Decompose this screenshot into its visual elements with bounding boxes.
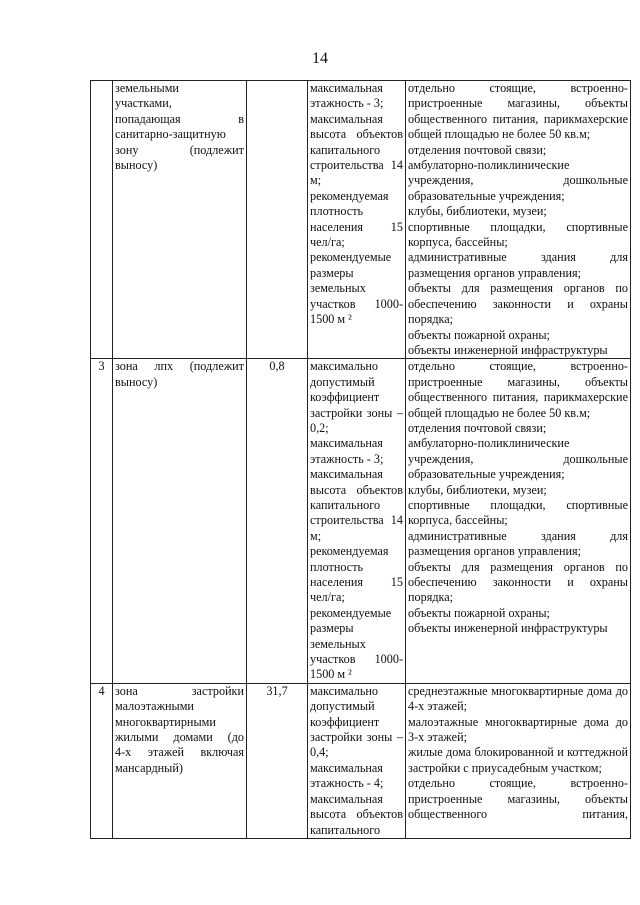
zone-name-line: жилыми домами (до [115,730,244,745]
permitted-use-item: объекты для размещения органов по обеспечению законности и охраны порядка; [408,281,628,327]
row-number-cell [91,81,113,359]
zone-name-line: многоквартирными [115,714,216,729]
parameter-line: размеры [310,621,354,636]
permitted-use-item: административные здания для размещения органов управления; [408,250,628,280]
parameter-line: населения 15 [310,219,403,234]
parameter-line: чел/га; [310,590,345,605]
parameter-line: строительства 14 [310,158,403,173]
parameter-line: коэффициент [310,390,380,405]
permitted-use-item: отделения почтовой связи; [408,420,547,435]
permitted-use-item: отдельно стоящие, встроенно-пристроенные магазины, объекты общественного питания, парикмахерские общей площадью не более 50 кв.м; [408,81,628,142]
permitted-use-item: клубы, библиотеки, музеи; [408,204,547,219]
permitted-use-item: амбулаторно-поликлинические учреждения, дошкольные образовательные учреждения; [408,436,628,482]
parameter-line: максимальная [310,467,383,482]
permitted-use-item: малоэтажные многоквартирные дома до 3-х этажей; [408,714,628,745]
parameter-line: максимальная [310,81,383,95]
permitted-use-item: отдельно стоящие, встроенно-пристроенные магазины, объекты общественного питания, парикмахерские общей площадью не более 50 кв.м; [408,359,628,420]
parameter-line: высота объектов [310,482,403,497]
parameter-line: 0,2; [310,420,329,435]
zone-name-line: малоэтажными [115,699,194,714]
permitted-use-item: отдельно стоящие, встроенно-пристроенные магазины, объекты общественного питания, [408,776,628,822]
zones-table [90,80,631,839]
parameter-line: максимально [310,359,378,374]
permitted-use-item: клубы, библиотеки, музеи; [408,482,547,497]
permitted-uses-cell [406,683,631,838]
zone-name-line: мансардный) [115,760,183,775]
row-number-cell: 4 [91,683,113,838]
permitted-use-item: объекты пожарной охраны; [408,605,550,620]
parameter-line: рекомендуемая [310,544,389,559]
parameter-line: земельных [310,281,366,296]
parameter-line: застройки зоны – [310,730,403,745]
permitted-use-item: спортивные площадки, спортивные корпуса, бассейны; [408,219,628,250]
zone-name-cell [113,683,247,838]
parameter-line: этажность - 3; [310,451,384,466]
permitted-use-item: жилые дома блокированной и коттеджной застройки с приусадебным участком; [408,745,628,775]
permitted-uses-cell [406,81,631,359]
parameter-line: 0,4; [310,745,329,760]
parameter-line: этажность - 3; [310,96,384,111]
permitted-use-item: объекты инженерной инфраструктуры [408,342,608,357]
table-row [91,359,631,684]
permitted-use-item: объекты для размещения органов по обеспечению законности и охраны порядка; [408,559,628,605]
parameter-line: 1500 м ² [310,667,352,682]
zone-name-cell [113,359,247,684]
zone-name-line: зона застройки [115,683,244,698]
parameter-line: строительства 14 [310,513,403,528]
parameter-line: максимальная [310,791,383,806]
parameter-line: капитального [310,497,381,512]
table-row [91,683,631,838]
parameter-line: максимальная [310,760,383,775]
parameter-line: плотность [310,204,364,219]
parameter-line: капитального [310,142,381,157]
page-number: 14 [312,50,328,67]
zone-name-line: участками, [115,96,172,111]
row-number-cell: 3 [91,359,113,684]
parameter-line: 1500 м ² [310,312,352,327]
parameter-line: коэффициент [310,714,380,729]
parameter-line: капитального [310,822,381,837]
permitted-use-item: административные здания для размещения органов управления; [408,528,628,559]
parameters-cell [308,81,406,359]
parameter-line: допустимый [310,374,375,389]
permitted-use-item: амбулаторно-поликлинические учреждения, дошкольные образовательные учреждения; [408,158,628,203]
parameter-line: м; [310,528,322,543]
parameter-line: максимальная [310,111,383,126]
parameter-line: плотность [310,559,364,574]
parameter-line: этажность - 4; [310,776,384,791]
zone-name-line: земельными [115,81,179,95]
zone-name-line: 4-х этажей включая [115,745,244,760]
permitted-use-item: отделения почтовой связи; [408,142,547,157]
zone-name-line: выносу) [115,158,158,173]
parameter-line: размеры [310,265,354,280]
parameter-line: высота объектов [310,807,403,822]
permitted-uses-cell [406,359,631,684]
permitted-use-item: объекты пожарной охраны; [408,327,550,342]
parameter-line: максимально [310,683,378,698]
parameter-line: рекомендуемые [310,250,392,265]
parameter-line: земельных [310,636,366,651]
zone-name-line: выносу) [115,374,158,389]
parameter-line: максимальная [310,436,383,451]
permitted-use-item: среднеэтажные многоквартирные дома до 4-х этажей; [408,683,628,714]
parameter-line: м; [310,173,322,188]
parameter-line: допустимый [310,699,375,714]
area-cell: 0,8 [247,359,308,684]
zone-name-cell [113,81,247,359]
parameter-line: высота объектов [310,127,403,142]
parameter-line: участков 1000- [310,296,403,311]
zone-name-line: санитарно-защитную [115,127,226,142]
permitted-use-item: объекты инженерной инфраструктуры [408,621,608,636]
zone-name-line: зону (подлежит [115,142,244,157]
parameter-line: рекомендуемые [310,605,392,620]
area-cell: 31,7 [247,683,308,838]
permitted-use-item: спортивные площадки, спортивные корпуса, бассейны; [408,497,628,528]
parameter-line: рекомендуемая [310,188,389,203]
area-cell [247,81,308,359]
parameter-line: участков 1000- [310,652,403,667]
table-row [91,81,631,359]
parameter-line: чел/га; [310,235,345,250]
zone-name-line: попадающая в [115,111,244,126]
parameters-cell [308,683,406,838]
parameters-cell [308,359,406,684]
parameter-line: населения 15 [310,575,403,589]
zone-name-line: зона лпх (подлежит [115,359,244,374]
parameter-line: застройки зоны – [310,405,403,420]
